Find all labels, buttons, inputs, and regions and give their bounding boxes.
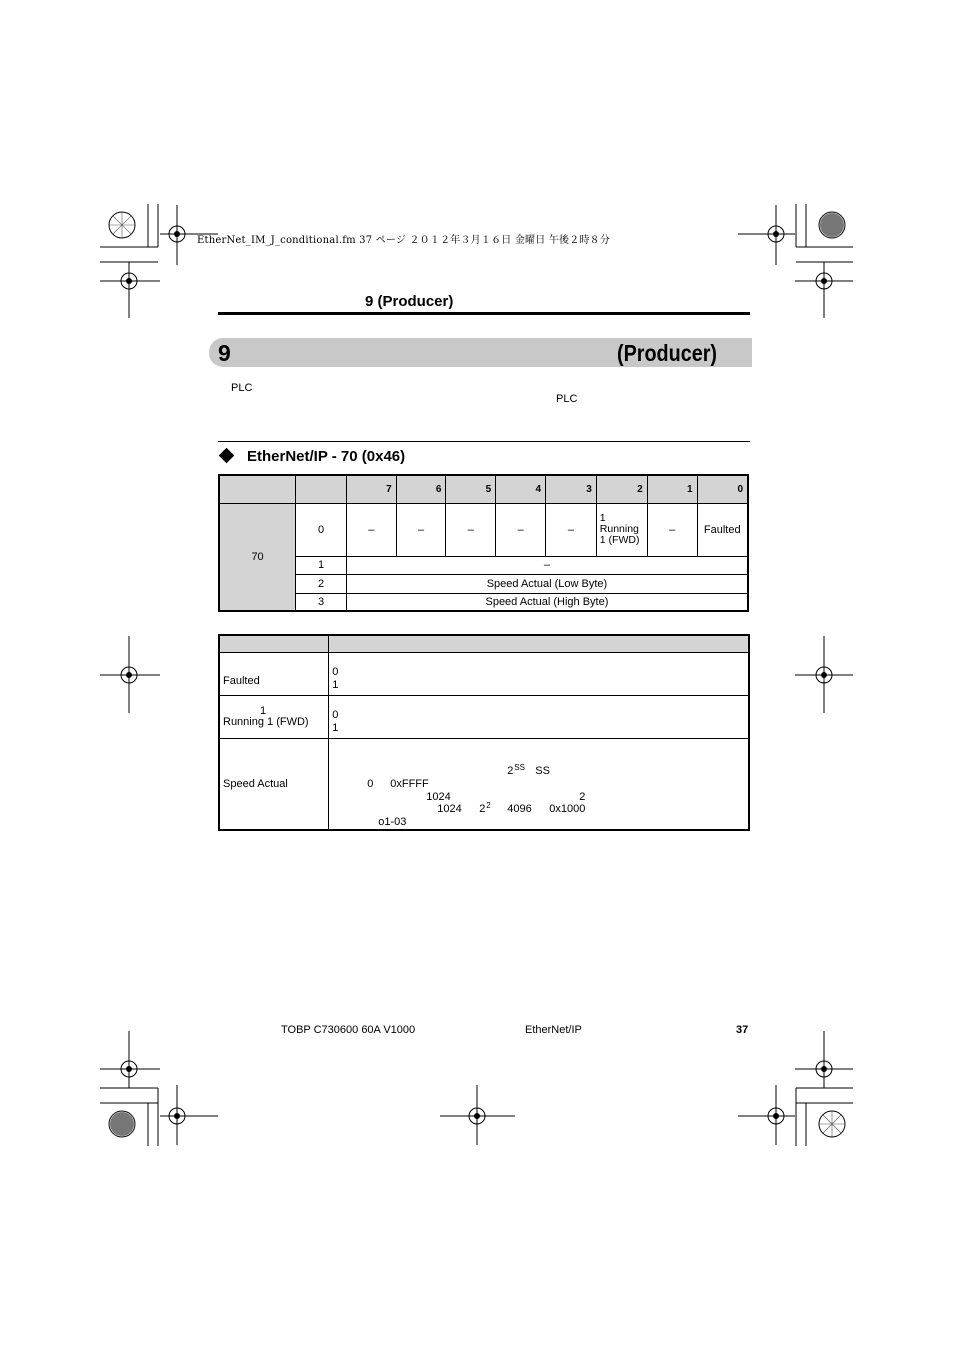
table-header-row [219, 475, 748, 503]
section-rule [218, 441, 750, 442]
desc-line: 0 [332, 665, 339, 678]
bit-cell: – [446, 503, 496, 556]
table-row [219, 695, 749, 738]
span-cell: – [346, 556, 748, 574]
running-bit-text: 1 Running 1 (FWD) [599, 512, 640, 546]
table-header-row [219, 635, 749, 652]
intro-plc-2: PLC [556, 393, 578, 405]
bit-header: 6 [396, 475, 446, 503]
footer-page-number: 37 [736, 1024, 749, 1036]
header-instance [219, 475, 296, 503]
table-row [219, 652, 749, 695]
desc-cell [329, 738, 749, 830]
desc-text: 2 [479, 802, 486, 815]
table-row [219, 593, 748, 611]
desc-text: 1024 [437, 802, 462, 815]
intro-plc-1: PLC [231, 382, 253, 394]
section-title: EtherNet/IP - 70 (0x46) [247, 448, 406, 465]
desc-text: 2 [507, 764, 514, 777]
name-cell [219, 695, 329, 738]
bit-header: 2 [596, 475, 647, 503]
name-text: Running 1 (FWD) [223, 715, 309, 728]
chapter-number: 9 [218, 340, 231, 366]
byte-cell: 2 [296, 574, 347, 593]
description-table [218, 634, 750, 831]
name-cell: Faulted [219, 652, 329, 695]
running-header: 9 (Producer) [365, 293, 454, 310]
table-row [219, 503, 748, 556]
bit-header: 0 [697, 475, 748, 503]
desc-line: 1 [332, 721, 339, 734]
byte-cell: 0 [296, 503, 347, 556]
desc-text: 2 [579, 790, 586, 803]
desc-text: o1-03 [378, 815, 407, 828]
desc-text: 0 [367, 777, 374, 790]
desc-line: 0 [332, 708, 339, 721]
desc-cell [329, 652, 749, 695]
desc-line: 1 [332, 678, 339, 691]
desc-text: 4096 [507, 802, 532, 815]
desc-sup: SS [514, 762, 525, 772]
name-cell: Speed Actual [219, 738, 329, 830]
bit-cell: – [396, 503, 446, 556]
assembly-table [218, 474, 749, 612]
bit-cell: – [346, 503, 396, 556]
desc-cell [329, 695, 749, 738]
table-row [219, 738, 749, 830]
bit-header: 1 [647, 475, 697, 503]
file-info-line: EtherNet_IM_J_conditional.fm 37 ページ ２０１２年３月１６日 金曜日 午後２時８分 [197, 235, 611, 246]
bit-cell-faulted: Faulted [697, 503, 748, 556]
byte-cell: 3 [296, 593, 347, 611]
footer-product: EtherNet/IP [525, 1024, 582, 1036]
byte-cell: 1 [296, 556, 347, 574]
desc-text: 0xFFFF [390, 777, 429, 790]
bit-header: 3 [546, 475, 597, 503]
bit-cell: – [546, 503, 597, 556]
name-top: 1 [260, 704, 267, 717]
instance-cell: 70 [219, 503, 296, 611]
header-name [219, 635, 329, 652]
header-byte [296, 475, 347, 503]
footer-doc-code: TOBP C730600 60A V1000 [281, 1024, 416, 1036]
desc-text: 1024 [426, 790, 451, 803]
desc-text: SS [535, 764, 550, 777]
header-description [329, 635, 749, 652]
table-row [219, 574, 748, 593]
desc-sup: 2 [486, 800, 491, 810]
bit-cell: – [496, 503, 546, 556]
bit-header: 7 [346, 475, 396, 503]
header-rule [218, 312, 750, 315]
span-cell: Speed Actual (High Byte) [346, 593, 748, 611]
bit-header: 5 [446, 475, 496, 503]
bit-cell: – [647, 503, 697, 556]
span-cell: Speed Actual (Low Byte) [346, 574, 748, 593]
table-row [219, 556, 748, 574]
desc-text: 0x1000 [549, 802, 586, 815]
chapter-title: (Producer) [617, 340, 718, 366]
bit-cell-running [596, 503, 647, 556]
bit-header: 4 [496, 475, 546, 503]
